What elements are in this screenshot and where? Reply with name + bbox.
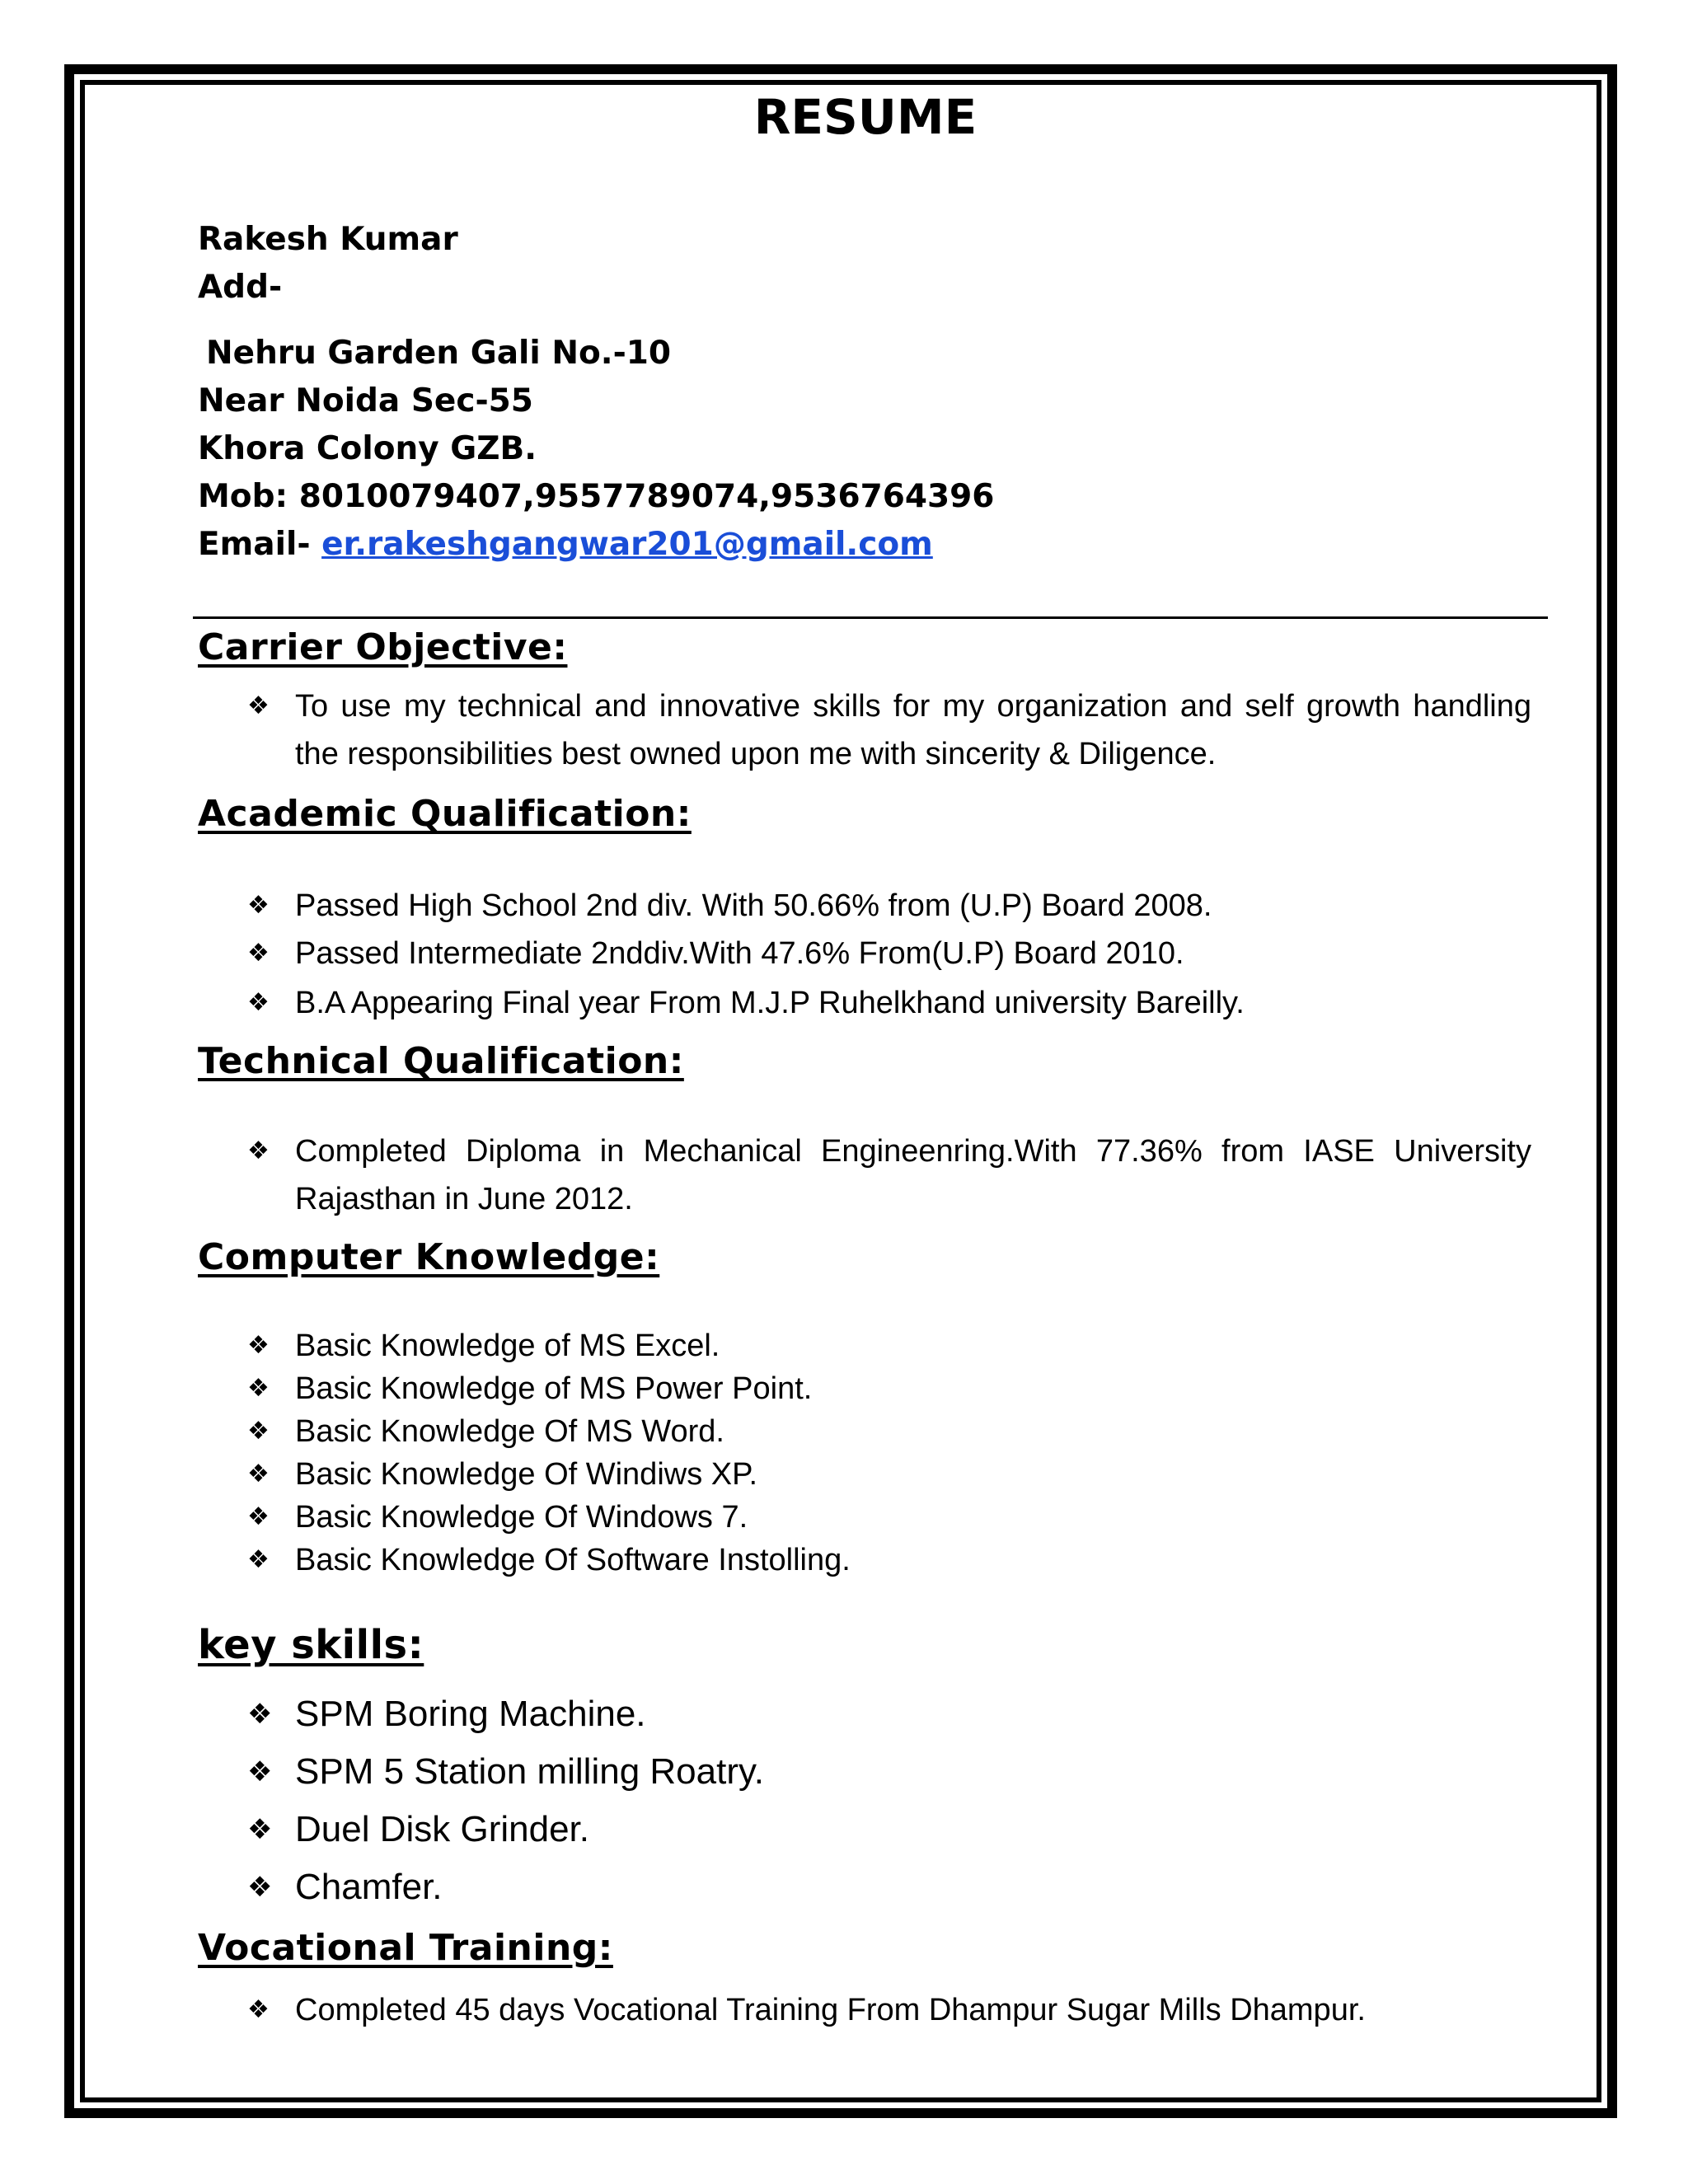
section-heading-academic: Academic Qualification: <box>198 793 692 835</box>
diamond-bullet-icon: ❖ <box>247 939 270 968</box>
diamond-bullet-icon: ❖ <box>247 1417 270 1446</box>
mobile-numbers: Mob: 8010079407,9557789074,9536764396 <box>198 478 995 515</box>
diamond-bullet-icon: ❖ <box>247 891 270 920</box>
address-line-2: Near Noida Sec-55 <box>198 382 533 419</box>
page-title: RESUME <box>753 89 978 145</box>
section-heading-vocational: Vocational Training: <box>198 1927 613 1969</box>
diamond-bullet-icon: ❖ <box>247 1871 273 1904</box>
diamond-bullet-icon: ❖ <box>247 691 270 720</box>
address-line-3: Khora Colony GZB. <box>198 430 537 467</box>
diamond-bullet-icon: ❖ <box>247 1137 270 1165</box>
email-line <box>198 526 933 563</box>
diamond-bullet-icon: ❖ <box>247 1755 273 1788</box>
section-heading-computer: Computer Knowledge: <box>198 1236 660 1278</box>
diamond-bullet-icon: ❖ <box>247 1813 273 1846</box>
diamond-bullet-icon: ❖ <box>247 1374 270 1403</box>
section-heading-objective: Carrier Objective: <box>198 626 568 668</box>
email-label: Email- <box>198 526 322 563</box>
header-divider <box>193 616 1548 619</box>
diamond-bullet-icon: ❖ <box>247 1331 270 1360</box>
contact-name: Rakesh Kumar <box>198 221 458 258</box>
diamond-bullet-icon: ❖ <box>247 1502 270 1531</box>
diamond-bullet-icon: ❖ <box>247 1698 273 1731</box>
address-label: Add- <box>198 269 283 306</box>
email-link[interactable]: er.rakeshgangwar201@gmail.com <box>321 526 933 563</box>
diamond-bullet-icon: ❖ <box>247 1460 270 1488</box>
address-line-1: Nehru Garden Gali No.-10 <box>206 335 672 372</box>
section-heading-technical: Technical Qualification: <box>198 1040 684 1082</box>
section-heading-skills: key skills: <box>198 1622 424 1668</box>
diamond-bullet-icon: ❖ <box>247 1995 270 2024</box>
diamond-bullet-icon: ❖ <box>247 988 270 1017</box>
diamond-bullet-icon: ❖ <box>247 1545 270 1574</box>
